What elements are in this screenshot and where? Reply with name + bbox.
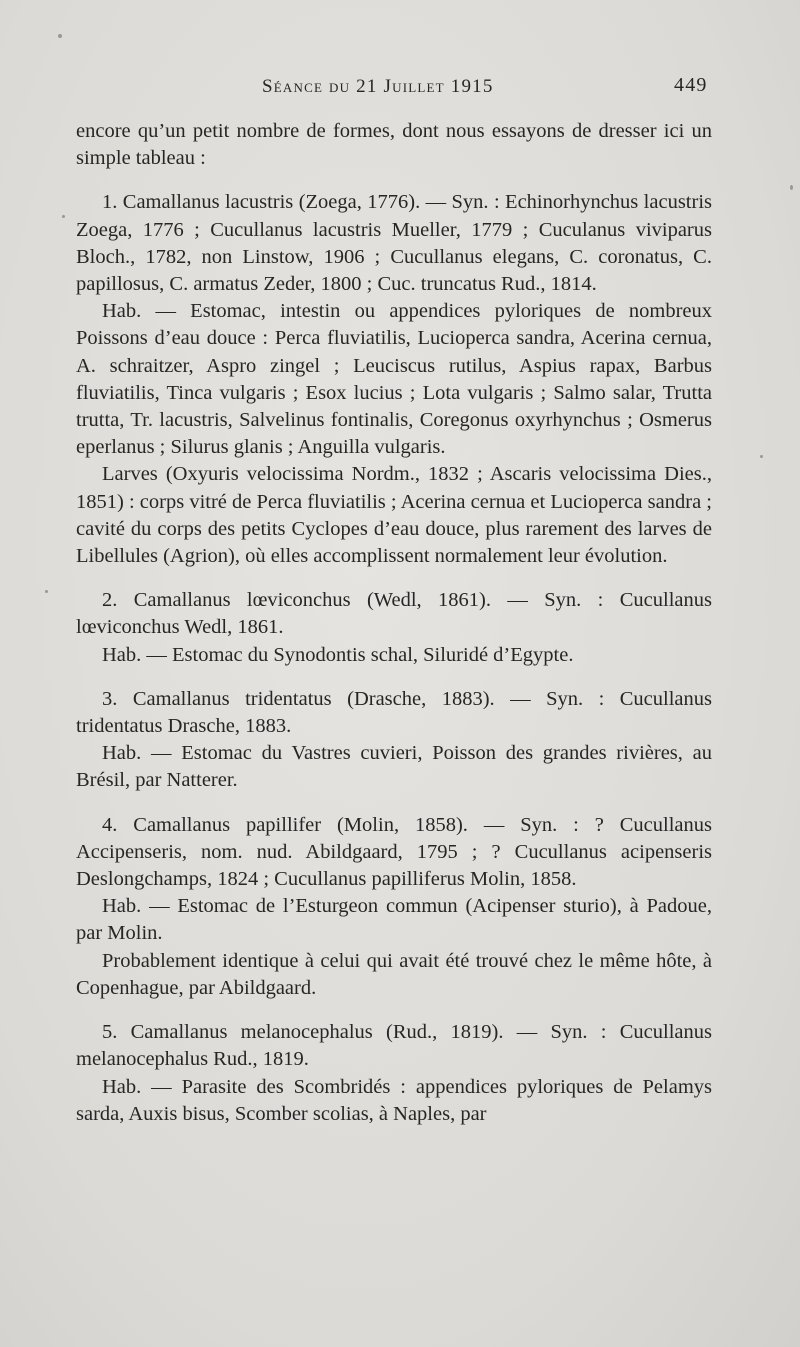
speck bbox=[760, 455, 763, 458]
species-1-larvae: Larves (Oxyuris velocissima Nordm., 1832 ; Ascaris velocissima Dies., 1851) : corps vitré de Perca fluviatilis ; Acerina cernua et Lucioperca sandra ; cavité du corps des petits Cyclopes d’eau douce, plus rarement des larves de Libellules (Agrion), où elles accomplissent normalement leur évolution. bbox=[76, 463, 712, 568]
page-header bbox=[0, 72, 800, 102]
species-1-synonymy: 1. Camallanus lacustris (Zoega, 1776). — Syn. : Echinorhynchus lacustris Zoega, 1776 ; Cucullanus lacustris Mueller, 1779 ; Cuculanus viviparus Bloch., 1782, non Linstow, 1906 ; Cucullanus elegans, C. coronatus, C. papillosus, C. armatus Zeder, 1800 ; Cuc. truncatus Rud., 1814. bbox=[76, 191, 712, 296]
running-title: Séance du 21 Juillet 1915 bbox=[262, 76, 494, 97]
species-3-synonymy: 3. Camallanus tridentatus (Drasche, 1883). — Syn. : Cucullanus tridentatus Drasche, 1883. bbox=[76, 687, 712, 738]
species-4-habitat: Hab. — Estomac de l’Esturgeon commun (Acipenser sturio), à Padoue, par Molin. bbox=[76, 895, 712, 945]
speck bbox=[62, 215, 65, 218]
speck bbox=[58, 34, 62, 38]
species-4-synonymy: 4. Camallanus papillifer (Molin, 1858). — Syn. : ? Cucullanus Accipenseris, nom. nud. Abildgaard, 1795 ; ? Cucullanus acipenseris Deslongchamps, 1824 ; Cucullanus papilliferus Molin, 1858. bbox=[76, 813, 712, 891]
speck bbox=[45, 590, 48, 593]
species-4-note: Probablement identique à celui qui avait été trouvé chez le même hôte, à Copenhague, par Abildgaard. bbox=[76, 949, 712, 999]
page-number: 449 bbox=[674, 74, 708, 96]
page-body bbox=[76, 118, 712, 1128]
species-5-synonymy: 5. Camallanus melanocephalus (Rud., 1819). — Syn. : Cucullanus melanocephalus Rud., 1819. bbox=[76, 1021, 712, 1071]
species-2-habitat: Hab. — Estomac du Synodontis schal, Siluridé d’Egypte. bbox=[102, 643, 574, 666]
species-2-synonymy: 2. Camallanus lœviconchus (Wedl, 1861). — Syn. : Cucullanus lœviconchus Wedl, 1861. bbox=[76, 589, 712, 639]
intro-paragraph: encore qu’un petit nombre de formes, dont nous essayons de dresser ici un simple tableau : bbox=[76, 120, 712, 170]
species-5-habitat: Hab. — Parasite des Scombridés : appendices pyloriques de Pelamys sarda, Auxis bisus, Scomber scolias, à Naples, par bbox=[76, 1075, 712, 1125]
species-3-habitat: Hab. — Estomac du Vastres cuvieri, Poisson des grandes rivières, au Brésil, par Natterer. bbox=[76, 742, 712, 792]
species-1-habitat: Hab. — Estomac, intestin ou appendices pyloriques de nombreux Poissons d’eau douce : Perca fluviatilis, Lucioperca sandra, Acerina cernua, A. schraitzer, Aspro zingel ; Leuciscus rutilus, Aspius rapax, Barbus fluviatilis, Tinca vulgaris ; Esox lucius ; Lota vulgaris ; Salmo salar, Trutta trutta, Tr. lacustris, Salvelinus fontinalis, Coregonus oxyrhynchus ; Osmerus eperlanus ; Silurus glanis ; Anguilla vulgaris. bbox=[76, 300, 712, 459]
speck bbox=[790, 185, 793, 190]
